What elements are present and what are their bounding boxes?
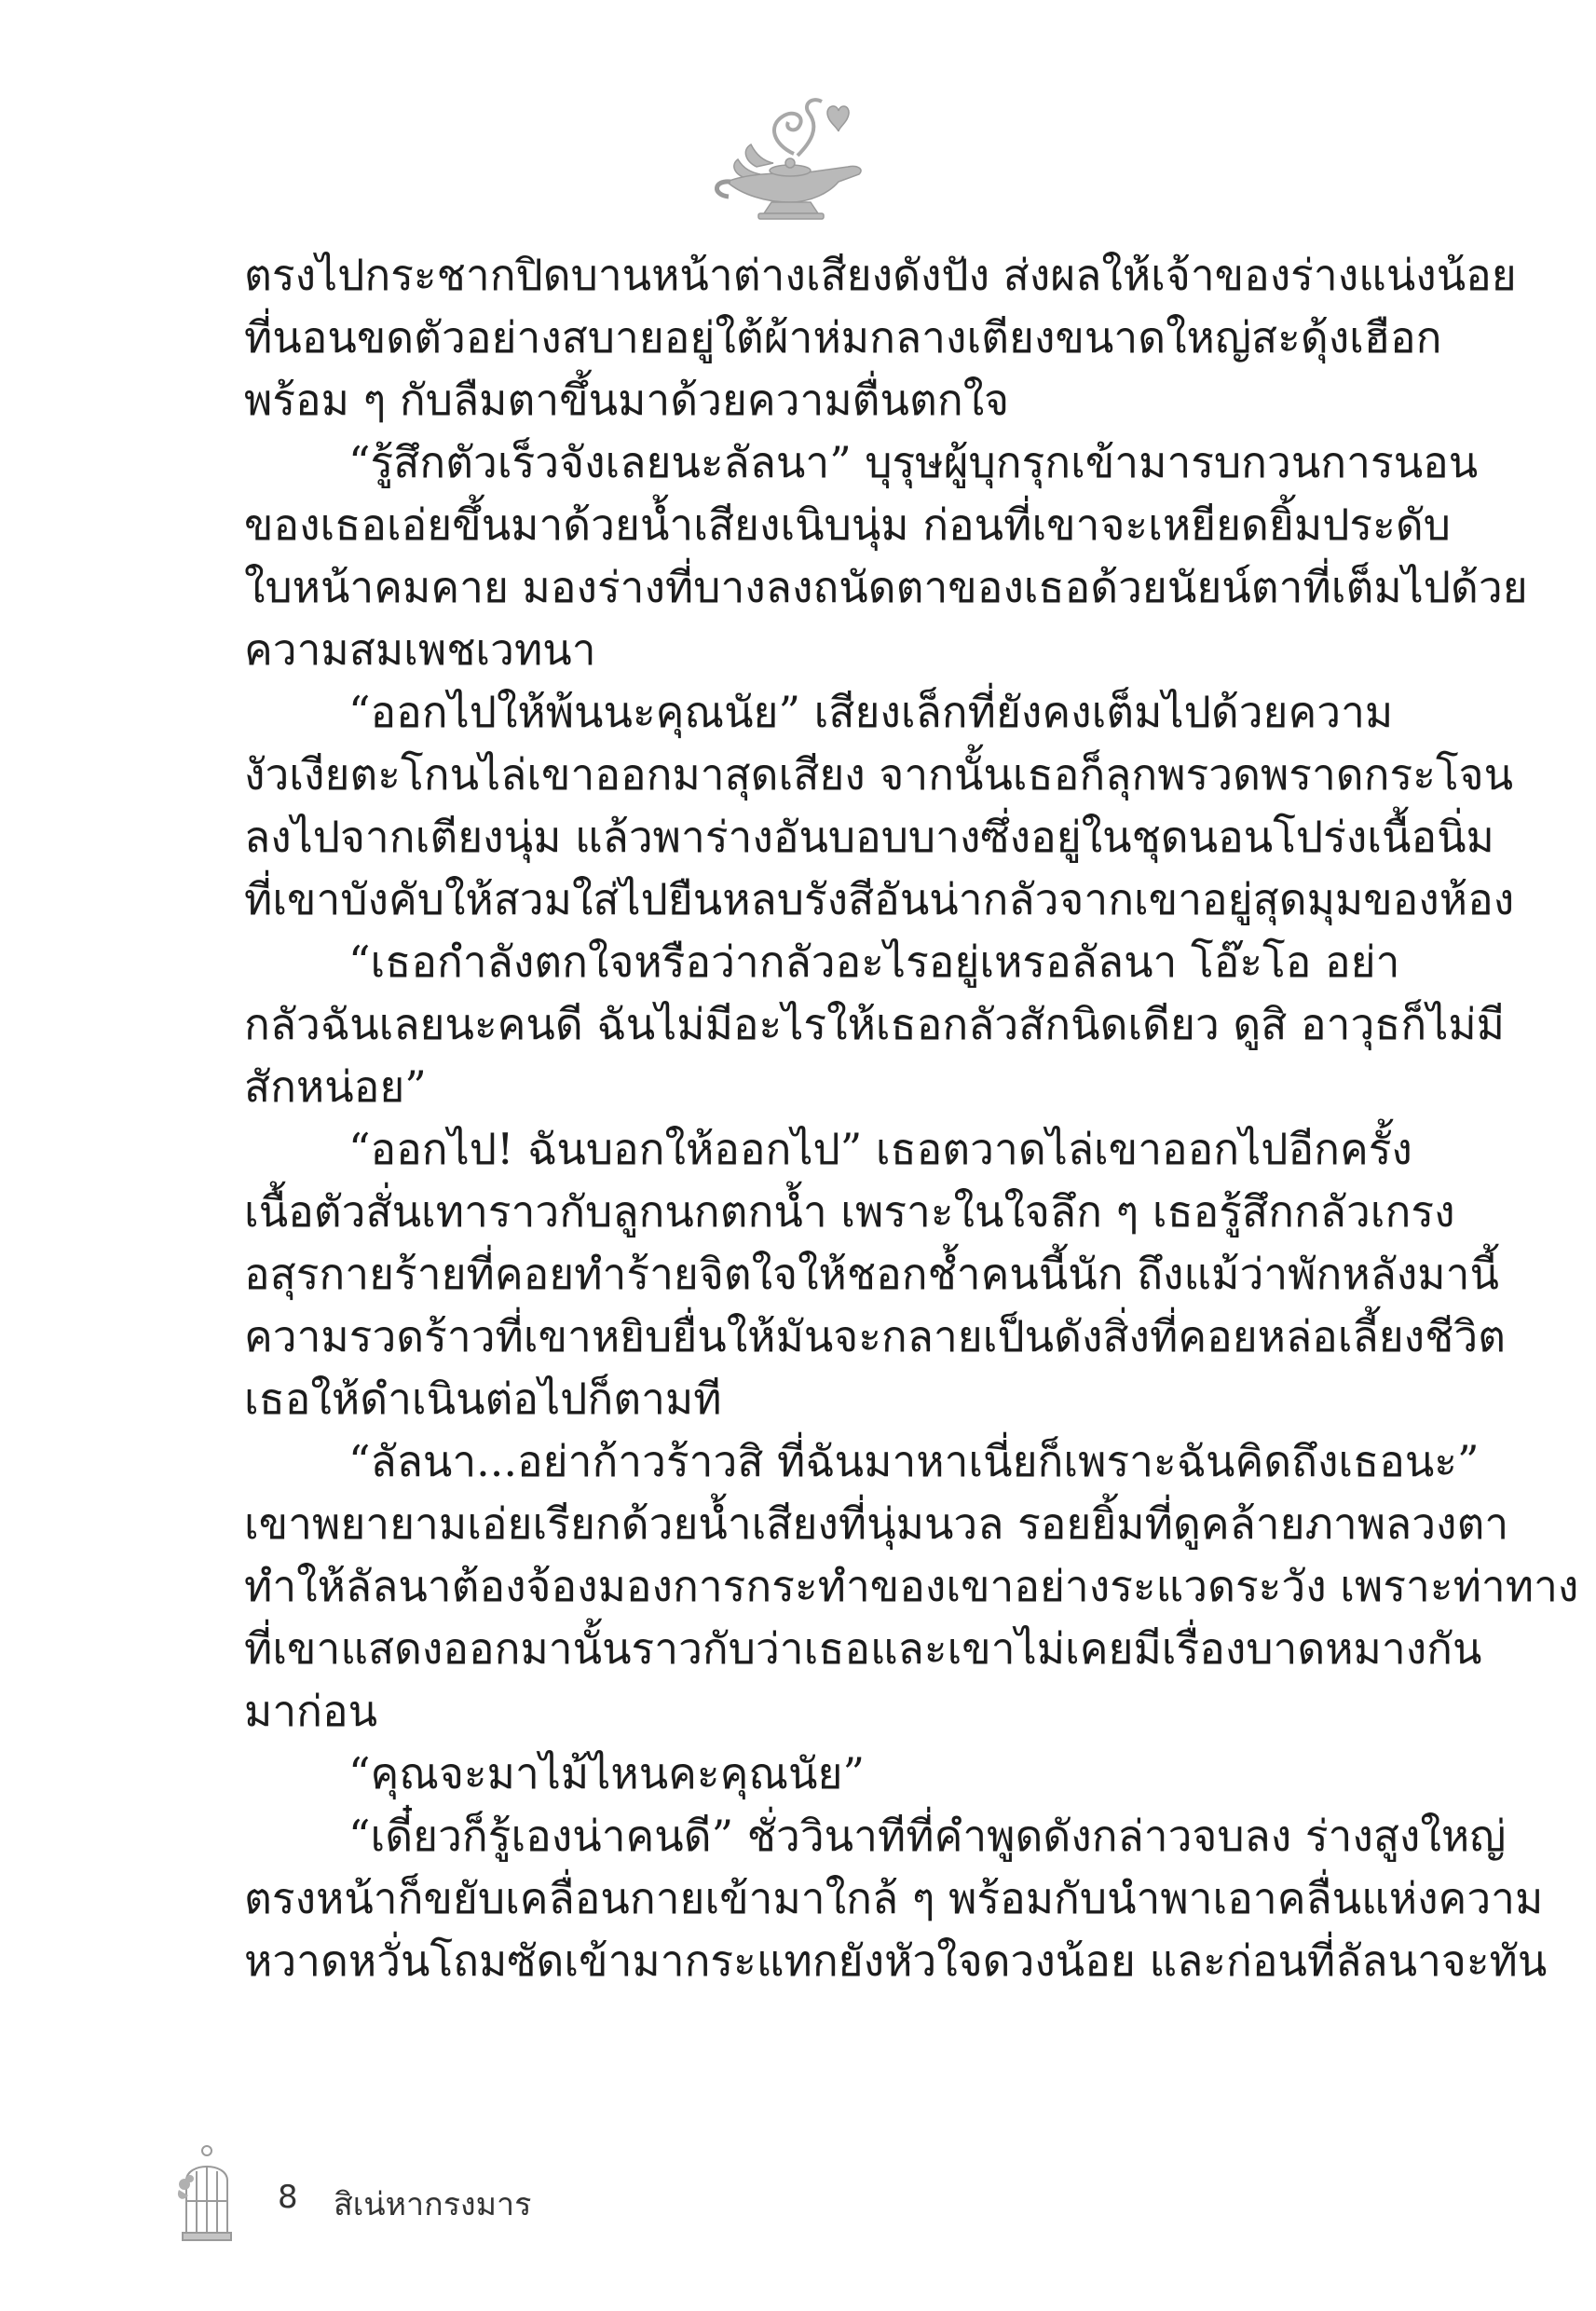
text-line: “รู้สึกตัวเร็วจังเลยนะลัลนา” บุรุษผู้บุกรุกเข้ามารบกวนการนอน (348, 437, 1479, 487)
text-line: ความรวดร้าวที่เขาหยิบยื่นให้มันจะกลายเป็นดังสิ่งที่คอยหล่อเลี้ยงชีวิต (244, 1311, 1507, 1361)
text-line: หวาดหวั่นโถมซัดเข้ามากระแทกยังหัวใจดวงน้อย และก่อนที่ลัลนาจะทัน (244, 1935, 1548, 1986)
text-line: อสุรกายร้ายที่คอยทำร้ายจิตใจให้ชอกช้ำคนนี้นัก ถึงแม้ว่าพักหลังมานี้ (244, 1249, 1499, 1299)
text-line: เธอให้ดำเนินต่อไปก็ตามที (244, 1374, 722, 1424)
text-line: สักหน่อย” (244, 1061, 427, 1112)
text-line: มาก่อน (244, 1686, 378, 1736)
text-line: ใบหน้าคมคาย มองร่างที่บางลงถนัดตาของเธอด้วยนัยน์ตาที่เต็มไปด้วย (244, 562, 1528, 612)
birdcage-icon (177, 2143, 237, 2246)
text-line: “ออกไปให้พ้นนะคุณนัย” เสียงเล็กที่ยังคงเต็มไปด้วยความ (348, 687, 1394, 737)
text-line: ลงไปจากเตียงนุ่ม แล้วพาร่างอันบอบบางซึ่งอยู่ในชุดนอนโปร่งเนื้อนิ่ม (244, 812, 1494, 862)
text-line: “เดี๋ยวก็รู้เองน่าคนดี” ชั่ววินาทีที่คำพูดดังกล่าวจบลง ร่างสูงใหญ่ (348, 1811, 1507, 1861)
body-text (244, 244, 1579, 1992)
text-line: ที่นอนขดตัวอย่างสบายอยู่ใต้ผ้าห่มกลางเตียงขนาดใหญ่สะดุ้งเฮือก (244, 312, 1442, 362)
page-footer (177, 2143, 736, 2246)
text-line: พร้อม ๆ กับลืมตาขึ้นมาด้วยความตื่นตกใจ (244, 375, 1010, 425)
book-title: สิเน่หากรงมาร (334, 2186, 532, 2223)
text-line: “ลัลนา...อย่าก้าวร้าวสิ ที่ฉันมาหาเนี่ยก็เพราะฉันคิดถึงเธอนะ” (348, 1436, 1480, 1486)
text-line: งัวเงียตะโกนไล่เขาออกมาสุดเสียง จากนั้นเธอก็ลุกพรวดพราดกระโจน (244, 749, 1514, 800)
genie-lamp-icon (708, 89, 876, 228)
text-line: เนื้อตัวสั่นเทาราวกับลูกนกตกน้ำ เพราะในใจลึก ๆ เธอรู้สึกกลัวเกรง (244, 1186, 1455, 1237)
page-number: 8 (278, 2179, 298, 2216)
text-line: ที่เขาบังคับให้สวมใส่ไปยืนหลบรังสีอันน่ากลัวจากเขาอยู่สุดมุมของห้อง (244, 874, 1515, 924)
text-line: “เธอกำลังตกใจหรือว่ากลัวอะไรอยู่เหรอลัลนา โอ๊ะโอ อย่า (348, 937, 1400, 987)
text-line: กลัวฉันเลยนะคนดี ฉันไม่มีอะไรให้เธอกลัวสักนิดเดียว ดูสิ อาวุธก็ไม่มี (244, 999, 1506, 1049)
text-line: ที่เขาแสดงออกมานั้นราวกับว่าเธอและเขาไม่เคยมีเรื่องบาดหมางกัน (244, 1623, 1482, 1674)
text-line: ทำให้ลัลนาต้องจ้องมองการกระทำของเขาอย่างระแวดระวัง เพราะท่าทาง (244, 1561, 1579, 1611)
text-line: เขาพยายามเอ่ยเรียกด้วยน้ำเสียงที่นุ่มนวล รอยยิ้มที่ดูคล้ายภาพลวงตา (244, 1498, 1509, 1549)
text-line: ตรงหน้าก็ขยับเคลื่อนกายเข้ามาใกล้ ๆ พร้อมกับนำพาเอาคลื่นแห่งความ (244, 1873, 1544, 1923)
text-line: “คุณจะมาไม้ไหนคะคุณนัย” (348, 1748, 865, 1798)
text-line: ตรงไปกระชากปิดบานหน้าต่างเสียงดังปัง ส่งผลให้เจ้าของร่างแน่งน้อย (244, 250, 1517, 300)
text-line: ความสมเพชเวทนา (244, 624, 596, 675)
text-line: ของเธอเอ่ยขึ้นมาด้วยน้ำเสียงเนิบนุ่ม ก่อนที่เขาจะเหยียดยิ้มประดับ (244, 499, 1451, 550)
text-line: “ออกไป! ฉันบอกให้ออกไป” เธอตวาดไล่เขาออกไปอีกครั้ง (348, 1124, 1412, 1174)
